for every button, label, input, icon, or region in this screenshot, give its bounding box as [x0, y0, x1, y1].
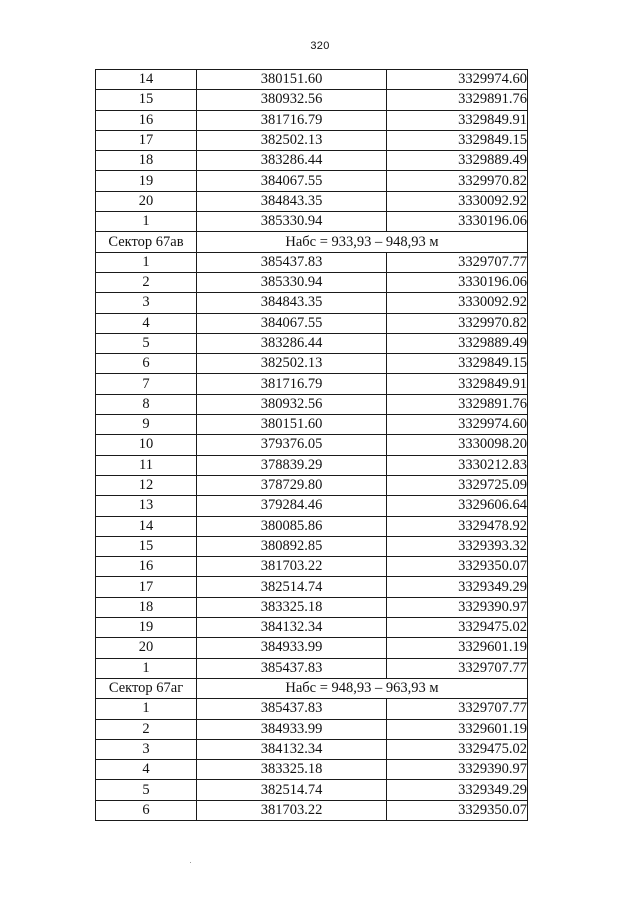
y-coordinate-cell: 3329475.02	[387, 618, 528, 638]
y-coordinate-cell: 3329974.60	[387, 415, 528, 435]
table-row	[96, 354, 528, 374]
point-number-cell: 18	[96, 597, 197, 617]
point-number-cell: 6	[96, 354, 197, 374]
table-row	[96, 70, 528, 90]
sector-name-cell: Сектор 67аг	[96, 678, 197, 698]
point-number-cell: 5	[96, 333, 197, 353]
x-coordinate-cell: 382514.74	[197, 577, 387, 597]
y-coordinate-cell: 3330092.92	[387, 293, 528, 313]
point-number-cell: 16	[96, 110, 197, 130]
x-coordinate-cell: 379284.46	[197, 496, 387, 516]
table-row	[96, 130, 528, 150]
point-number-cell: 1	[96, 212, 197, 232]
table-row	[96, 333, 528, 353]
x-coordinate-cell: 383325.18	[197, 760, 387, 780]
sector-altitude-range-cell: Набс = 948,93 – 963,93 м	[197, 678, 528, 698]
point-number-cell: 2	[96, 272, 197, 292]
point-number-cell: 16	[96, 557, 197, 577]
x-coordinate-cell: 384067.55	[197, 171, 387, 191]
x-coordinate-cell: 383325.18	[197, 597, 387, 617]
point-number-cell: 19	[96, 171, 197, 191]
table-row	[96, 394, 528, 414]
y-coordinate-cell: 3329349.29	[387, 577, 528, 597]
sector-header-row	[96, 232, 528, 252]
table-row	[96, 212, 528, 232]
y-coordinate-cell: 3330212.83	[387, 455, 528, 475]
point-number-cell: 15	[96, 90, 197, 110]
point-number-cell: 17	[96, 130, 197, 150]
x-coordinate-cell: 378729.80	[197, 475, 387, 495]
x-coordinate-cell: 384132.34	[197, 739, 387, 759]
point-number-cell: 17	[96, 577, 197, 597]
x-coordinate-cell: 381703.22	[197, 800, 387, 820]
y-coordinate-cell: 3329350.07	[387, 557, 528, 577]
x-coordinate-cell: 384843.35	[197, 293, 387, 313]
y-coordinate-cell: 3330196.06	[387, 272, 528, 292]
x-coordinate-cell: 385437.83	[197, 699, 387, 719]
y-coordinate-cell: 3329725.09	[387, 475, 528, 495]
table-row	[96, 577, 528, 597]
point-number-cell: 4	[96, 760, 197, 780]
point-number-cell: 8	[96, 394, 197, 414]
y-coordinate-cell: 3329393.32	[387, 536, 528, 556]
x-coordinate-cell: 381716.79	[197, 374, 387, 394]
point-number-cell: 9	[96, 415, 197, 435]
y-coordinate-cell: 3329601.19	[387, 638, 528, 658]
scan-artifact	[190, 862, 191, 863]
y-coordinate-cell: 3329707.77	[387, 699, 528, 719]
table-row	[96, 415, 528, 435]
x-coordinate-cell: 381703.22	[197, 557, 387, 577]
x-coordinate-cell: 380932.56	[197, 394, 387, 414]
point-number-cell: 7	[96, 374, 197, 394]
point-number-cell: 20	[96, 191, 197, 211]
table-row	[96, 699, 528, 719]
sector-header-row	[96, 678, 528, 698]
point-number-cell: 6	[96, 800, 197, 820]
table-row	[96, 618, 528, 638]
coordinates-table	[95, 69, 528, 821]
x-coordinate-cell: 385437.83	[197, 252, 387, 272]
point-number-cell: 19	[96, 618, 197, 638]
table-row	[96, 800, 528, 820]
x-coordinate-cell: 385330.94	[197, 212, 387, 232]
point-number-cell: 20	[96, 638, 197, 658]
x-coordinate-cell: 382502.13	[197, 354, 387, 374]
point-number-cell: 4	[96, 313, 197, 333]
table-row	[96, 293, 528, 313]
x-coordinate-cell: 378839.29	[197, 455, 387, 475]
x-coordinate-cell: 380085.86	[197, 516, 387, 536]
point-number-cell: 14	[96, 70, 197, 90]
table-row	[96, 516, 528, 536]
y-coordinate-cell: 3329849.91	[387, 374, 528, 394]
x-coordinate-cell: 384132.34	[197, 618, 387, 638]
y-coordinate-cell: 3329478.92	[387, 516, 528, 536]
y-coordinate-cell: 3330092.92	[387, 191, 528, 211]
point-number-cell: 3	[96, 293, 197, 313]
y-coordinate-cell: 3329970.82	[387, 171, 528, 191]
table-row	[96, 313, 528, 333]
table-row	[96, 739, 528, 759]
x-coordinate-cell: 385437.83	[197, 658, 387, 678]
x-coordinate-cell: 383286.44	[197, 151, 387, 171]
y-coordinate-cell: 3329891.76	[387, 394, 528, 414]
table-row	[96, 536, 528, 556]
table-row	[96, 252, 528, 272]
table-row	[96, 496, 528, 516]
x-coordinate-cell: 379376.05	[197, 435, 387, 455]
y-coordinate-cell: 3329349.29	[387, 780, 528, 800]
point-number-cell: 12	[96, 475, 197, 495]
y-coordinate-cell: 3329849.91	[387, 110, 528, 130]
point-number-cell: 14	[96, 516, 197, 536]
table-row	[96, 597, 528, 617]
y-coordinate-cell: 3330098.20	[387, 435, 528, 455]
table-row	[96, 780, 528, 800]
x-coordinate-cell: 382502.13	[197, 130, 387, 150]
y-coordinate-cell: 3329601.19	[387, 719, 528, 739]
y-coordinate-cell: 3329390.97	[387, 760, 528, 780]
table-row	[96, 191, 528, 211]
point-number-cell: 5	[96, 780, 197, 800]
x-coordinate-cell: 380151.60	[197, 415, 387, 435]
table-row	[96, 90, 528, 110]
y-coordinate-cell: 3329350.07	[387, 800, 528, 820]
y-coordinate-cell: 3330196.06	[387, 212, 528, 232]
table-row	[96, 760, 528, 780]
y-coordinate-cell: 3329606.64	[387, 496, 528, 516]
point-number-cell: 1	[96, 658, 197, 678]
table-row	[96, 272, 528, 292]
sector-altitude-range-cell: Набс = 933,93 – 948,93 м	[197, 232, 528, 252]
x-coordinate-cell: 384843.35	[197, 191, 387, 211]
table-row	[96, 171, 528, 191]
table-row	[96, 374, 528, 394]
x-coordinate-cell: 383286.44	[197, 333, 387, 353]
point-number-cell: 1	[96, 699, 197, 719]
x-coordinate-cell: 380151.60	[197, 70, 387, 90]
table-row	[96, 638, 528, 658]
table-row	[96, 557, 528, 577]
x-coordinate-cell: 385330.94	[197, 272, 387, 292]
sector-name-cell: Сектор 67ав	[96, 232, 197, 252]
point-number-cell: 3	[96, 739, 197, 759]
table-row	[96, 719, 528, 739]
y-coordinate-cell: 3329889.49	[387, 151, 528, 171]
table-row	[96, 455, 528, 475]
y-coordinate-cell: 3329475.02	[387, 739, 528, 759]
x-coordinate-cell: 384933.99	[197, 638, 387, 658]
y-coordinate-cell: 3329849.15	[387, 354, 528, 374]
x-coordinate-cell: 380892.85	[197, 536, 387, 556]
page-number: 320	[310, 40, 330, 52]
point-number-cell: 18	[96, 151, 197, 171]
y-coordinate-cell: 3329390.97	[387, 597, 528, 617]
y-coordinate-cell: 3329707.77	[387, 658, 528, 678]
point-number-cell: 11	[96, 455, 197, 475]
point-number-cell: 1	[96, 252, 197, 272]
y-coordinate-cell: 3329889.49	[387, 333, 528, 353]
y-coordinate-cell: 3329970.82	[387, 313, 528, 333]
point-number-cell: 2	[96, 719, 197, 739]
y-coordinate-cell: 3329849.15	[387, 130, 528, 150]
table-row	[96, 151, 528, 171]
x-coordinate-cell: 384933.99	[197, 719, 387, 739]
point-number-cell: 10	[96, 435, 197, 455]
x-coordinate-cell: 384067.55	[197, 313, 387, 333]
point-number-cell: 15	[96, 536, 197, 556]
x-coordinate-cell: 380932.56	[197, 90, 387, 110]
table-row	[96, 475, 528, 495]
table-row	[96, 110, 528, 130]
y-coordinate-cell: 3329974.60	[387, 70, 528, 90]
table-row	[96, 435, 528, 455]
point-number-cell: 13	[96, 496, 197, 516]
x-coordinate-cell: 382514.74	[197, 780, 387, 800]
y-coordinate-cell: 3329891.76	[387, 90, 528, 110]
x-coordinate-cell: 381716.79	[197, 110, 387, 130]
y-coordinate-cell: 3329707.77	[387, 252, 528, 272]
coordinates-table-body	[96, 70, 528, 821]
table-row	[96, 658, 528, 678]
